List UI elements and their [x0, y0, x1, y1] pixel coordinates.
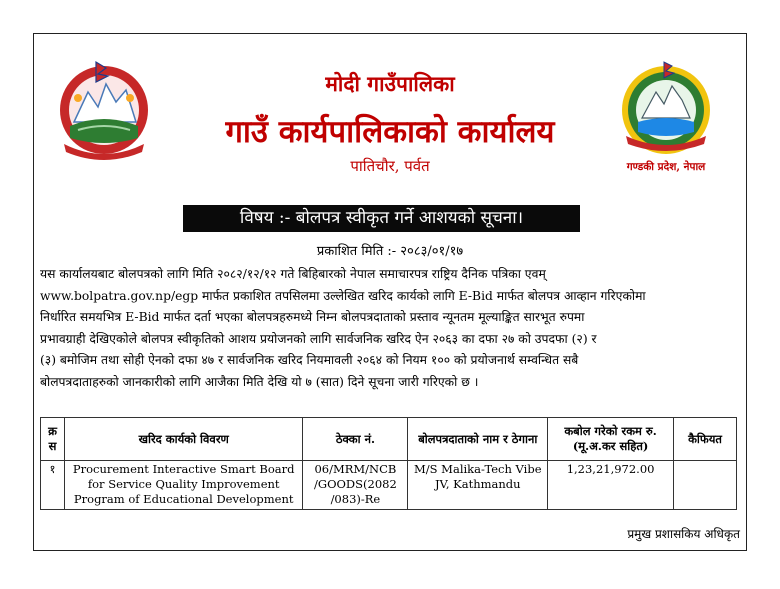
published-date: प्रकाशित मिति :- २०८३/०१/१७ [316, 244, 464, 259]
office-address: पातिचौर, पर्वत [350, 157, 430, 175]
notice-subject: विषय :- बोलपत्र स्वीकृत गर्ने आशयको सूचना। [183, 205, 580, 232]
province-caption: गण्डकी प्रदेश, नेपाल [626, 161, 706, 173]
signature-title: प्रमुख प्रशासकिय अधिकृत [627, 527, 740, 541]
header-description: खरिद कार्यको विवरण [64, 418, 302, 461]
cell-contract-no: 06/MRM/NCB /GOODS(2082 /083)-Re [303, 461, 408, 510]
body-line: प्रभावग्राही देखिएकोले बोलपत्र स्वीकृतिको आशय प्रयोजनको लागि सार्वजनिक खरिद ऐन २०६३ का दफा २७ को उपदफा (२) र [40, 331, 597, 346]
header-contract-no: ठेक्का नं. [303, 418, 408, 461]
table-header-row [41, 418, 737, 461]
cell-remarks [674, 461, 737, 510]
body-line: निर्धारित समयभित्र E-Bid मार्फत दर्ता भएका बोलपत्रहरुमध्ये निम्न बोलपत्रदाताको प्रस्ताव न्यूनतम मूल्याङ्कित सारभूत रुपमा [40, 310, 585, 324]
cell-bidder: M/S Malika-Tech Vibe JV, Kathmandu [408, 461, 548, 510]
office-name: गाउँ कार्यपालिकाको कार्यालय [225, 114, 555, 150]
body-line: www.bolpatra.gov.np/egp मार्फत प्रकाशित तपसिलमा उल्लेखित खरिद कार्यको लागि E-Bid मार्फत बोलपत्र आव्हान गरिएकोमा [40, 288, 646, 303]
procurement-table [40, 417, 737, 510]
notice-body [40, 264, 740, 393]
body-line: (३) बमोजिम तथा सोही ऐनको दफा ४७ र सार्वजनिक खरिद नियमावली २०६४ को नियम १०० को प्रयोजनार्थ सम्वन्धित सबै [40, 353, 579, 367]
header-remarks: कैफियत [674, 418, 737, 461]
cell-description: Procurement Interactive Smart Board for Service Quality Improvement Program of Educational Development [64, 461, 302, 510]
cell-amount: 1,23,21,972.00 [548, 461, 674, 510]
header-sn: क्र स [41, 418, 65, 461]
header-amount: कबोल गरेको रकम रु. (मू.अ.कर सहित) [548, 418, 674, 461]
cell-sn: १ [41, 461, 65, 510]
header-bidder: बोलपत्रदाताको नाम र ठेगाना [408, 418, 548, 461]
body-line: बोलपत्रदाताहरुको जानकारीको लागि आजैका मिति देखि यो ७ (सात) दिने सूचना जारी गरिएको छ । [40, 374, 479, 389]
table-row [41, 461, 737, 510]
municipality-name: मोदी गाउँपालिका [325, 71, 455, 96]
body-line: यस कार्यालयबाट बोलपत्रको लागि मिति २०८२/१२/१२ गते बिहिबारको नेपाल समाचारपत्र राष्ट्रिय दैनिक पत्रिका एवम् [40, 267, 546, 281]
